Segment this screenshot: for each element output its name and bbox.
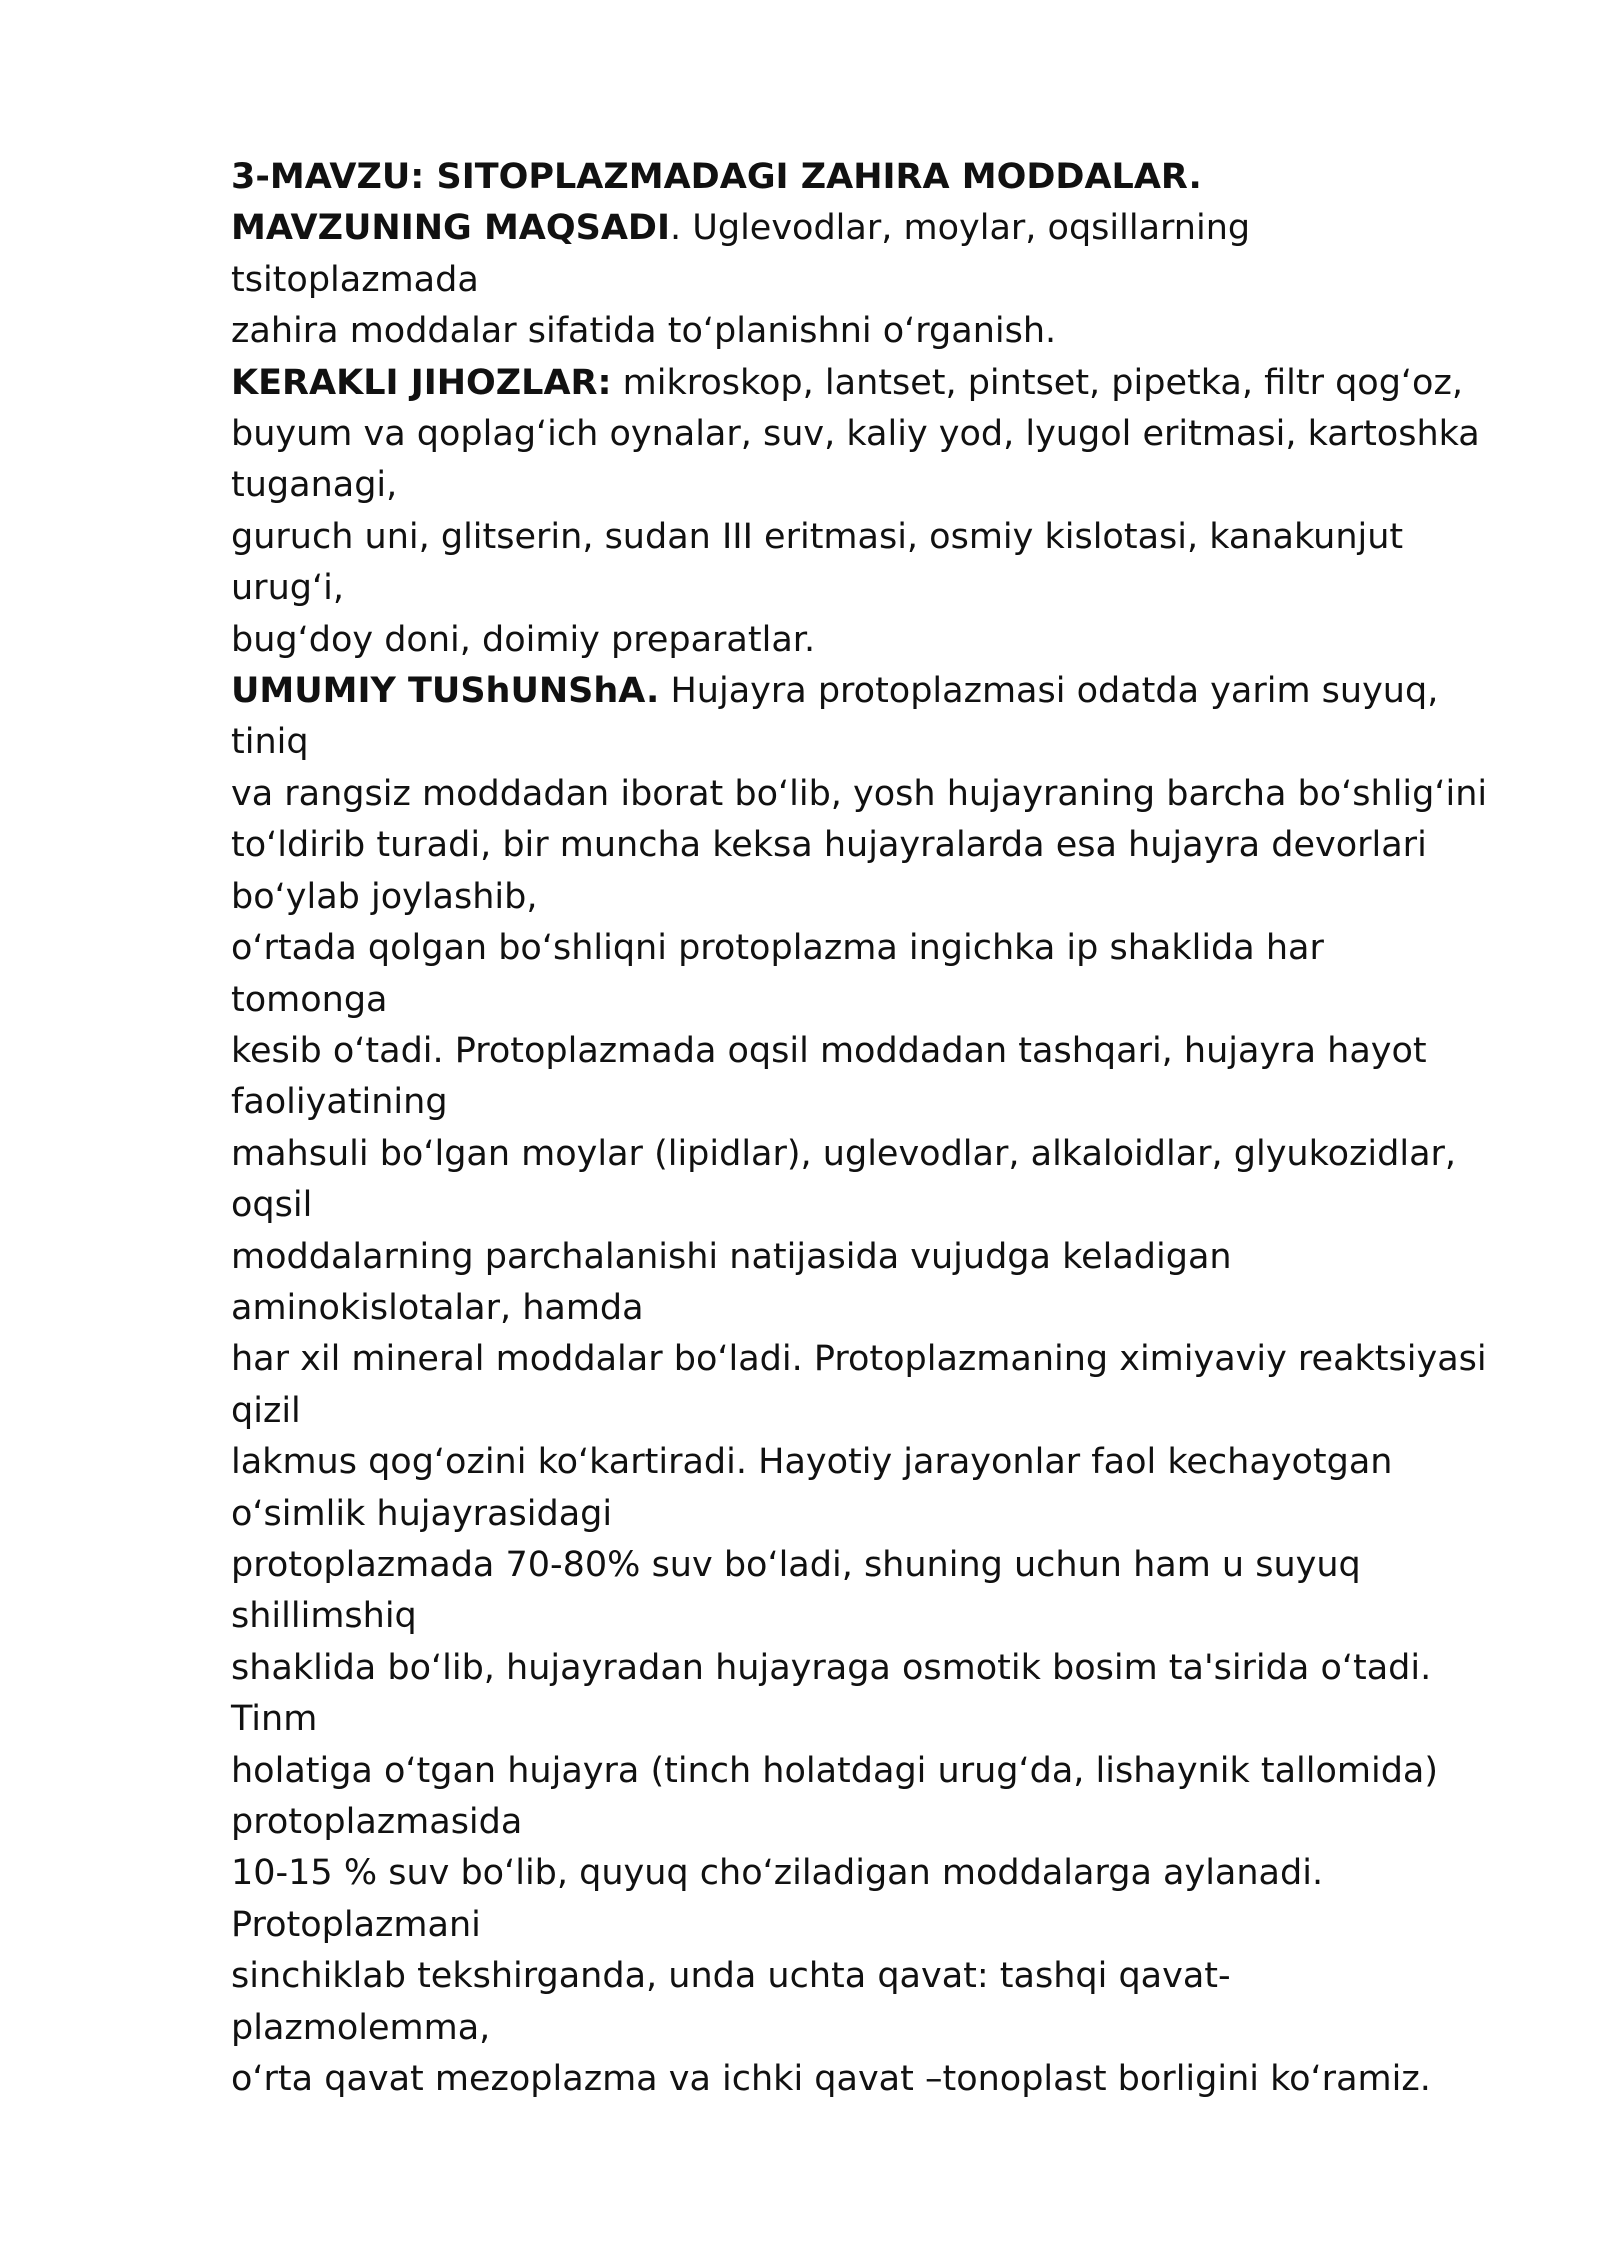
concept-paragraph-line: faoliyatining xyxy=(231,1082,448,1123)
concept-line-1 xyxy=(231,666,1521,717)
concept-paragraph-line: qizil xyxy=(231,1390,301,1431)
concept-paragraph-line: aminokislotalar, hamda xyxy=(231,1287,644,1328)
concept-paragraph-line: protoplazmada 70-80% suv bo‘ladi, shuning uchun ham u suyuq xyxy=(231,1544,1361,1585)
equipment-line-2: buyum va qoplag‘ich oynalar, suv, kaliy yod, lyugol eritmasi, kartoshka xyxy=(231,414,1480,455)
concept-paragraph-line: to‘ldirib turadi, bir muncha keksa hujayralarda esa hujayra devorlari xyxy=(231,825,1427,866)
concept-paragraph-line: har xil mineral moddalar bo‘ladi. Protoplazmaning ximiyaviy reaktsiyasi xyxy=(231,1339,1487,1380)
concept-paragraph-line: o‘simlik hujayrasidagi xyxy=(231,1493,613,1534)
concept-paragraph-line: tomonga xyxy=(231,979,388,1020)
document-body xyxy=(231,152,1521,2105)
concept-paragraph-line: protoplazmasida xyxy=(231,1802,523,1842)
concept-paragraph-line: shaklida bo‘lib, hujayradan hujayraga osmotik bosim ta'sirida o‘tadi. xyxy=(231,1647,1432,1688)
equipment-line-1 xyxy=(231,358,1521,409)
concept-label: UMUMIY TUShUNShA. xyxy=(231,671,660,712)
equipment-line-3: tuganagi, xyxy=(231,465,398,506)
concept-paragraph-line: plazmolemma, xyxy=(231,2007,491,2048)
equipment-line-5: urug‘i, xyxy=(231,568,344,609)
concept-paragraph-line: shillimshiq xyxy=(231,1596,417,1637)
concept-paragraph-line: sinchiklab tekshirganda, unda uchta qavat: tashqi qavat- xyxy=(231,1956,1231,1997)
concept-paragraph-line: o‘rtada qolgan bo‘shliqni protoplazma ingichka ip shaklida har xyxy=(231,928,1324,969)
concept-paragraph-line: tiniq xyxy=(231,722,309,763)
equipment-text: mikroskop, lantset, pintset, pipetka, filtr qog‘oz, xyxy=(611,362,1463,403)
purpose-line-3: zahira moddalar sifatida to‘planishni o‘rganish. xyxy=(231,311,1057,352)
purpose-text: . Uglevodlar, moylar, oqsillarning xyxy=(670,208,1251,249)
concept-paragraph-line: lakmus qog‘ozini ko‘kartiradi. Hayotiy jarayonlar faol kechayotgan xyxy=(231,1442,1393,1483)
concept-paragraph-line: moddalarning parchalanishi natijasida vujudga keladigan xyxy=(231,1236,1232,1277)
concept-paragraph-line: oqsil xyxy=(231,1185,313,1226)
concept-paragraph-line: Protoplazmani xyxy=(231,1904,481,1945)
concept-paragraph-line: Tinm xyxy=(231,1699,318,1740)
equipment-line-4: guruch uni, glitserin, sudan III eritmasi, osmiy kislotasi, kanakunjut xyxy=(231,516,1404,557)
concept-paragraph-line: 10-15 % suv bo‘lib, quyuq cho‘ziladigan moddalarga aylanadi. xyxy=(231,1853,1324,1894)
equipment-line-6: bug‘doy doni, doimiy preparatlar. xyxy=(231,619,816,660)
concept-paragraph-line: holatiga o‘tgan hujayra (tinch holatdagi urug‘da, lishaynik tallomida) xyxy=(231,1750,1439,1791)
concept-paragraph-line: o‘rta qavat mezoplazma va ichki qavat –tonoplast borligini ko‘ramiz. xyxy=(231,2059,1431,2100)
purpose-label: MAVZUNING MAQSADI xyxy=(231,208,670,249)
purpose-line-2: tsitoplazmada xyxy=(231,259,479,300)
concept-paragraph-line: va rangsiz moddadan iborat bo‘lib, yosh hujayraning barcha bo‘shlig‘ini xyxy=(231,773,1488,814)
concept-paragraph-line: mahsuli bo‘lgan moylar (lipidlar), uglevodlar, alkaloidlar, glyukozidlar, xyxy=(231,1133,1457,1174)
concept-paragraph-line: kesib o‘tadi. Protoplazmada oqsil moddadan tashqari, hujayra hayot xyxy=(231,1030,1427,1071)
concept-paragraph-line: bo‘ylab joylashib, xyxy=(231,876,538,917)
equipment-label: KERAKLI JIHOZLAR: xyxy=(231,362,612,403)
document-title: 3-MAVZU: SITOPLAZMADAGI ZAHIRA MODDALAR. xyxy=(231,157,1202,197)
purpose-line-1 xyxy=(231,203,1521,254)
concept-text: Hujayra protoplazmasi odatda yarim suyuq, xyxy=(659,671,1439,712)
